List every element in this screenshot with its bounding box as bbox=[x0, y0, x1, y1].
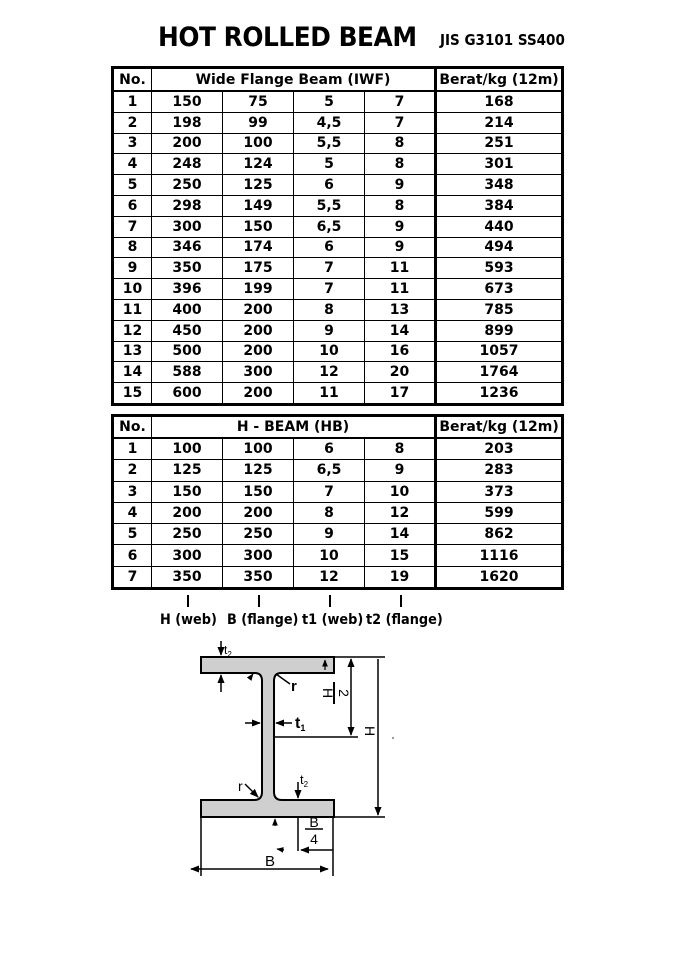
cell-no: 2 bbox=[113, 460, 152, 481]
cell-t1-web: 12 bbox=[294, 566, 365, 588]
label-b: B bbox=[264, 853, 276, 870]
cell-b-flange: 150 bbox=[223, 481, 294, 502]
cell-t2-flange: 7 bbox=[365, 91, 436, 112]
legend-t1-web: t1 (web) bbox=[302, 612, 364, 628]
cell-h-web: 450 bbox=[152, 320, 223, 341]
cell-t1-web: 7 bbox=[294, 481, 365, 502]
cell-b-flange: 99 bbox=[223, 112, 294, 133]
cell-t2-flange: 20 bbox=[365, 362, 436, 383]
cell-t2-flange: 9 bbox=[365, 237, 436, 258]
cell-t1-web: 6,5 bbox=[294, 460, 365, 481]
radius-arrow bbox=[245, 784, 258, 797]
cell-h-web: 200 bbox=[152, 502, 223, 523]
label-h: H bbox=[362, 725, 378, 737]
radius-arrow bbox=[250, 674, 253, 678]
cell-h-web: 248 bbox=[152, 154, 223, 175]
cell-weight: 1764 bbox=[436, 362, 563, 383]
cell-h-web: 125 bbox=[152, 460, 223, 481]
cell-t1-web: 6 bbox=[294, 237, 365, 258]
cell-weight: 348 bbox=[436, 175, 563, 196]
cell-no: 6 bbox=[113, 545, 152, 566]
cell-t1-web: 7 bbox=[294, 258, 365, 279]
cell-b-flange: 124 bbox=[223, 154, 294, 175]
cell-t1-web: 9 bbox=[294, 524, 365, 545]
cell-h-web: 350 bbox=[152, 566, 223, 588]
cell-b-flange: 200 bbox=[223, 383, 294, 405]
cell-t1-web: 6 bbox=[294, 438, 365, 460]
cell-b-flange: 199 bbox=[223, 279, 294, 300]
cell-h-web: 350 bbox=[152, 258, 223, 279]
cell-t2-flange: 12 bbox=[365, 502, 436, 523]
cell-weight: 1057 bbox=[436, 341, 563, 362]
cell-weight: 384 bbox=[436, 195, 563, 216]
cell-b-flange: 200 bbox=[223, 320, 294, 341]
cell-no: 6 bbox=[113, 195, 152, 216]
cell-weight: 1236 bbox=[436, 383, 563, 405]
cell-b-flange: 250 bbox=[223, 524, 294, 545]
cell-t2-flange: 9 bbox=[365, 460, 436, 481]
cell-b-flange: 350 bbox=[223, 566, 294, 588]
cell-b-flange: 175 bbox=[223, 258, 294, 279]
cell-no: 10 bbox=[113, 279, 152, 300]
label-b-quarter-num: B bbox=[309, 814, 319, 830]
cell-h-web: 200 bbox=[152, 133, 223, 154]
label-t1: t1 bbox=[295, 715, 306, 733]
cell-weight: 862 bbox=[436, 524, 563, 545]
cell-weight: 203 bbox=[436, 438, 563, 460]
cell-no: 8 bbox=[113, 237, 152, 258]
cell-no: 11 bbox=[113, 299, 152, 320]
cell-weight: 673 bbox=[436, 279, 563, 300]
header-no: No. bbox=[113, 416, 152, 439]
radius-arrow bbox=[276, 674, 290, 684]
cell-b-flange: 75 bbox=[223, 91, 294, 112]
cell-b-flange: 125 bbox=[223, 460, 294, 481]
cell-h-web: 198 bbox=[152, 112, 223, 133]
cell-t2-flange: 13 bbox=[365, 299, 436, 320]
cell-t2-flange: 11 bbox=[365, 258, 436, 279]
cell-t2-flange: 8 bbox=[365, 438, 436, 460]
cell-t1-web: 7 bbox=[294, 279, 365, 300]
cell-b-flange: 125 bbox=[223, 175, 294, 196]
cell-t1-web: 6 bbox=[294, 175, 365, 196]
label-r-top: r bbox=[291, 678, 297, 695]
cell-t2-flange: 14 bbox=[365, 524, 436, 545]
header-weight: Berat/kg (12m) bbox=[436, 416, 563, 439]
cell-no: 4 bbox=[113, 154, 152, 175]
label-t2-top: $t_2$ bbox=[224, 643, 232, 659]
header-group: Wide Flange Beam (IWF) bbox=[152, 68, 436, 92]
cell-no: 7 bbox=[113, 216, 152, 237]
cell-weight: 899 bbox=[436, 320, 563, 341]
cell-t1-web: 4,5 bbox=[294, 112, 365, 133]
cell-t2-flange: 17 bbox=[365, 383, 436, 405]
cell-t2-flange: 15 bbox=[365, 545, 436, 566]
cell-weight: 301 bbox=[436, 154, 563, 175]
cell-t2-flange: 10 bbox=[365, 481, 436, 502]
cell-no: 3 bbox=[113, 481, 152, 502]
cell-h-web: 298 bbox=[152, 195, 223, 216]
cell-weight: 168 bbox=[436, 91, 563, 112]
header-weight: Berat/kg (12m) bbox=[436, 68, 563, 92]
cell-h-web: 400 bbox=[152, 299, 223, 320]
cell-t1-web: 8 bbox=[294, 502, 365, 523]
cell-b-flange: 100 bbox=[223, 438, 294, 460]
legend-h-web: H (web) bbox=[160, 612, 217, 628]
page-title: HOT ROLLED BEAM bbox=[158, 22, 417, 53]
cell-no: 14 bbox=[113, 362, 152, 383]
cell-t1-web: 8 bbox=[294, 299, 365, 320]
cell-no: 7 bbox=[113, 566, 152, 588]
cell-weight: 214 bbox=[436, 112, 563, 133]
cell-h-web: 250 bbox=[152, 524, 223, 545]
cell-t1-web: 5,5 bbox=[294, 195, 365, 216]
cell-no: 12 bbox=[113, 320, 152, 341]
cell-h-web: 300 bbox=[152, 216, 223, 237]
header-group: H - BEAM (HB) bbox=[152, 416, 436, 439]
cell-no: 1 bbox=[113, 91, 152, 112]
label-t2-bottom: $t_2$ bbox=[300, 772, 309, 789]
cell-weight: 1620 bbox=[436, 566, 563, 588]
cell-weight: 283 bbox=[436, 460, 563, 481]
cell-t1-web: 11 bbox=[294, 383, 365, 405]
cell-h-web: 500 bbox=[152, 341, 223, 362]
cell-h-web: 588 bbox=[152, 362, 223, 383]
cell-t2-flange: 14 bbox=[365, 320, 436, 341]
header-no: No. bbox=[113, 68, 152, 92]
cell-weight: 373 bbox=[436, 481, 563, 502]
cell-t2-flange: 9 bbox=[365, 175, 436, 196]
cell-t2-flange: 11 bbox=[365, 279, 436, 300]
cell-h-web: 150 bbox=[152, 481, 223, 502]
cell-no: 2 bbox=[113, 112, 152, 133]
legend-b-flange: B (flange) bbox=[227, 612, 299, 628]
cell-t1-web: 5 bbox=[294, 91, 365, 112]
label-h-half-num: H bbox=[320, 687, 336, 699]
cell-h-web: 250 bbox=[152, 175, 223, 196]
speck bbox=[392, 737, 394, 739]
cell-no: 9 bbox=[113, 258, 152, 279]
cell-b-flange: 300 bbox=[223, 362, 294, 383]
cell-t2-flange: 19 bbox=[365, 566, 436, 588]
cell-t1-web: 10 bbox=[294, 341, 365, 362]
cell-h-web: 346 bbox=[152, 237, 223, 258]
cell-t1-web: 9 bbox=[294, 320, 365, 341]
cell-t1-web: 10 bbox=[294, 545, 365, 566]
cell-b-flange: 150 bbox=[223, 216, 294, 237]
cell-b-flange: 100 bbox=[223, 133, 294, 154]
cell-h-web: 600 bbox=[152, 383, 223, 405]
cell-weight: 494 bbox=[436, 237, 563, 258]
cell-weight: 1116 bbox=[436, 545, 563, 566]
cell-t2-flange: 8 bbox=[365, 133, 436, 154]
cell-b-flange: 174 bbox=[223, 237, 294, 258]
cell-weight: 251 bbox=[436, 133, 563, 154]
cell-t1-web: 6,5 bbox=[294, 216, 365, 237]
cell-no: 15 bbox=[113, 383, 152, 405]
label-h-half-den: 2 bbox=[336, 689, 352, 697]
cell-b-flange: 149 bbox=[223, 195, 294, 216]
cell-t1-web: 12 bbox=[294, 362, 365, 383]
cell-weight: 785 bbox=[436, 299, 563, 320]
cell-t1-web: 5 bbox=[294, 154, 365, 175]
cell-t2-flange: 16 bbox=[365, 341, 436, 362]
cell-weight: 440 bbox=[436, 216, 563, 237]
cell-t2-flange: 9 bbox=[365, 216, 436, 237]
cell-b-flange: 200 bbox=[223, 299, 294, 320]
cell-t1-web: 5,5 bbox=[294, 133, 365, 154]
cell-b-flange: 200 bbox=[223, 502, 294, 523]
cell-no: 4 bbox=[113, 502, 152, 523]
cell-h-web: 396 bbox=[152, 279, 223, 300]
cell-no: 1 bbox=[113, 438, 152, 460]
cell-h-web: 100 bbox=[152, 438, 223, 460]
cell-h-web: 150 bbox=[152, 91, 223, 112]
cell-no: 13 bbox=[113, 341, 152, 362]
cell-no: 3 bbox=[113, 133, 152, 154]
legend-t2-flange: t2 (flange) bbox=[366, 612, 443, 628]
cell-no: 5 bbox=[113, 175, 152, 196]
label-r-bottom: r bbox=[238, 778, 243, 794]
cell-b-flange: 300 bbox=[223, 545, 294, 566]
arrow-icon bbox=[277, 849, 284, 850]
cell-h-web: 300 bbox=[152, 545, 223, 566]
cell-weight: 593 bbox=[436, 258, 563, 279]
label-b-quarter-den: 4 bbox=[310, 831, 318, 847]
cell-weight: 599 bbox=[436, 502, 563, 523]
standard-label: JIS G3101 SS400 bbox=[440, 31, 565, 49]
cell-t2-flange: 8 bbox=[365, 154, 436, 175]
cell-t2-flange: 7 bbox=[365, 112, 436, 133]
cell-b-flange: 200 bbox=[223, 341, 294, 362]
cell-no: 5 bbox=[113, 524, 152, 545]
cell-t2-flange: 8 bbox=[365, 195, 436, 216]
